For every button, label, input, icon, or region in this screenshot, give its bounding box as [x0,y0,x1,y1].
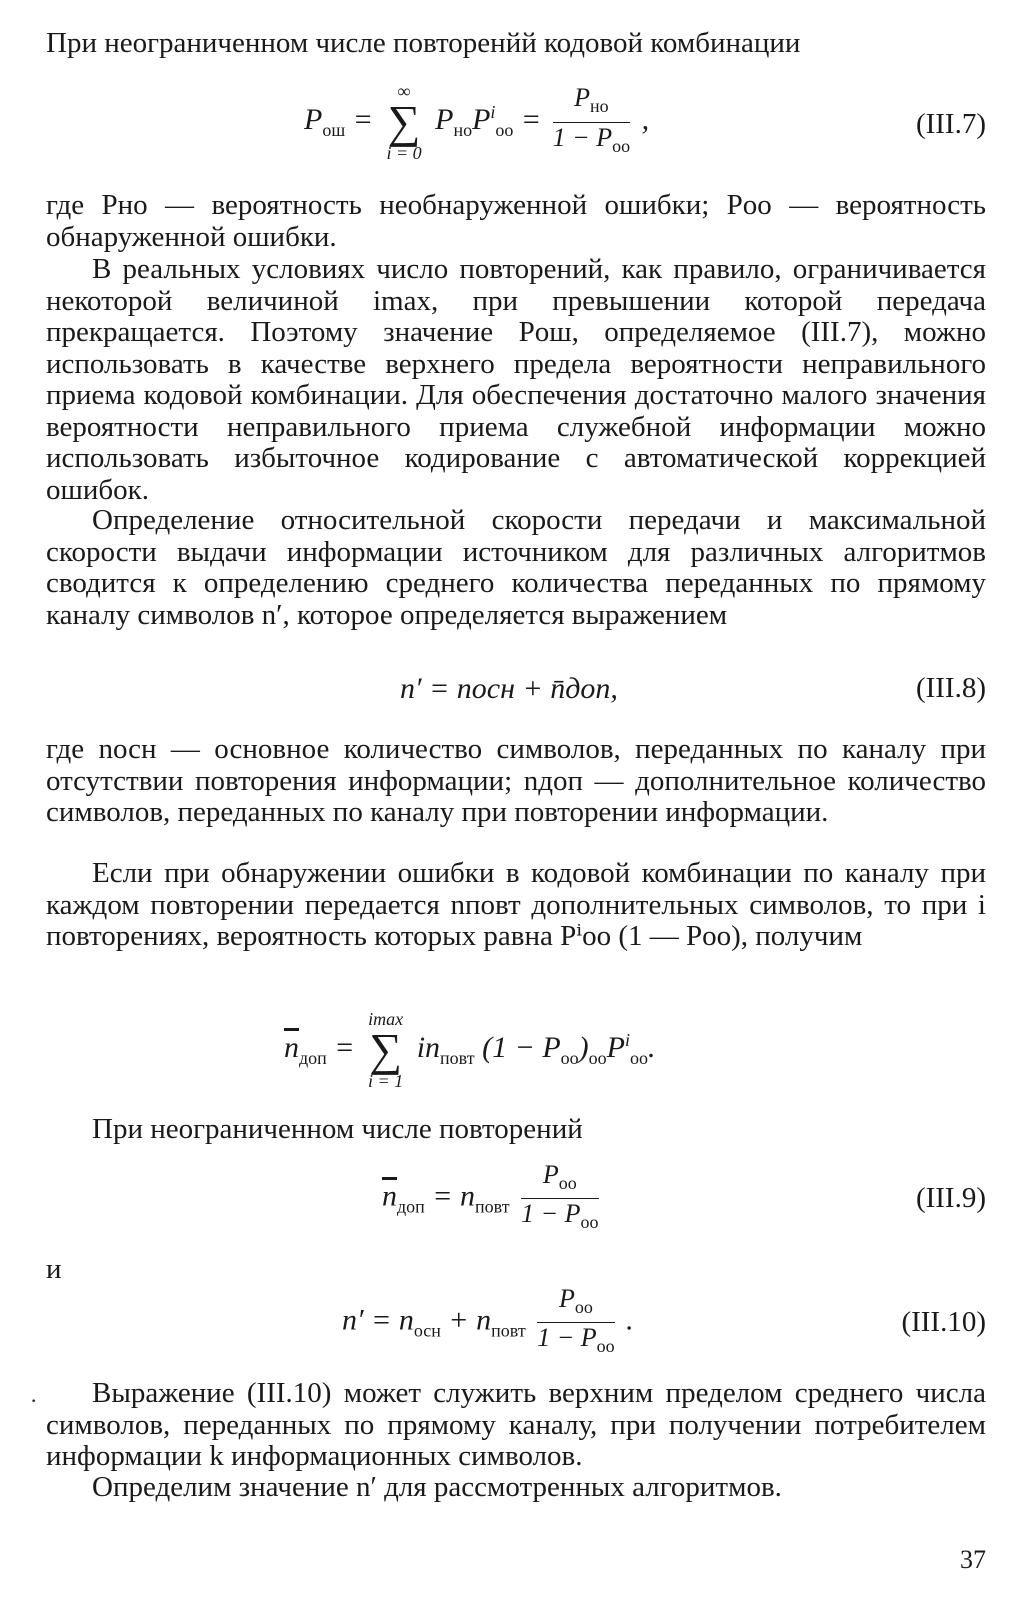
paragraph-definitions: где Pно — вероятность необнаруженной ошибки; Pоо — вероятность обнаруженной ошибки. [46,189,986,253]
intro-line: При неограниченном числе повторенйй кодовой комбинации [46,27,801,59]
equation-number: (III.10) [901,1306,986,1338]
equation-number: (III.7) [915,108,986,140]
page-number: 37 [960,1545,986,1574]
fraction: $\frac{P_{но}}{1 - P_{оо}}$ [552,83,631,156]
paragraph-upper-bound: Выражение (III.10) может служить верхним пределом среднего числа символов, переданных по прямому каналу, при получении потребителем информации k информационных символов. [46,1377,986,1472]
equation-iii-7: $P_{ош}$ = ∞ ∑ i = 0 $P_{но}P^i_{оо}$ = $\frac{P_{но}}{1 - P_{оо}}$ , (III.7) [304,81,986,163]
conjunction-and: и [46,1253,62,1285]
paragraph-n-definitions: где nосн — основное количество символов, переданных по каналу при отсутствии повторения информации; nдоп — дополнительное количество символов, переданных по каналу при повторении информации. [46,733,986,828]
paragraph-speed-definition: Определение относительной скорости передачи и максимальной скорости выдачи информации источником для различных алгоритмов сводится к определению среднего количества переданных по прямому каналу символов n′, которое определяется выражением [46,504,986,631]
paragraph-real-conditions: В реальных условиях число повторений, как правило, ограничивается некоторой величиной imax, при превышении которой передача прекращается. Поэтому значение Pош, определяемое (III.7), можно использовать в качестве верхнего предела вероятности неправильного приема кодовой комбинации. Для обеспечения достаточно малого значения вероятности неправильного приема служебной информации можно использовать избыточное кодирование с автоматической коррекцией ошибок. [46,253,986,506]
fraction: $\frac{P_{оо}}{1 - P_{оо}}$ [521,1160,599,1233]
equation-iii-9: $\overline{n}_{доп} = n_{повт}$ $\frac{P_{оо}}{1 - P_{оо}}$ (III.9) [46,1160,986,1240]
equation-number: (III.9) [915,1182,986,1214]
paragraph-repetitions: Если при обнаружении ошибки в кодовой комбинации по каналу при каждом повторении передается nповт дополнительных символов, то при i повторениях, вероятность которых равна Pⁱоо (1 — Pоо), получим [46,857,986,952]
stray-dot: · [30,1388,38,1413]
equation-number: (III.8) [915,672,986,704]
equation-iii-10: $n' = n_{осн} + n_{повт}$ $\frac{P_{оо}}{1 - P_{оо}}$ . (III.10) [46,1284,986,1364]
equation-iii-8: n′ = nосн + n̄доп, (III.8) [400,672,986,705]
equation-sum-ndop: $\overline{n}_{доп}$ = imax ∑ i = 1 $in_{повт}$ $(1 - P_{оо})_{оо}P^i_{оо}$. [284,1009,656,1091]
fraction: $\frac{P_{оо}}{1 - P_{оо}}$ [537,1284,615,1357]
paragraph-unlimited: При неограниченном числе повторений [92,1113,583,1145]
sum-symbol: ∞ ∑ i = 0 [386,81,422,163]
paragraph-determine: Определим значение n′ для рассмотренных алгоритмов. [92,1471,782,1503]
sum-symbol: imax ∑ i = 1 [368,1009,404,1091]
